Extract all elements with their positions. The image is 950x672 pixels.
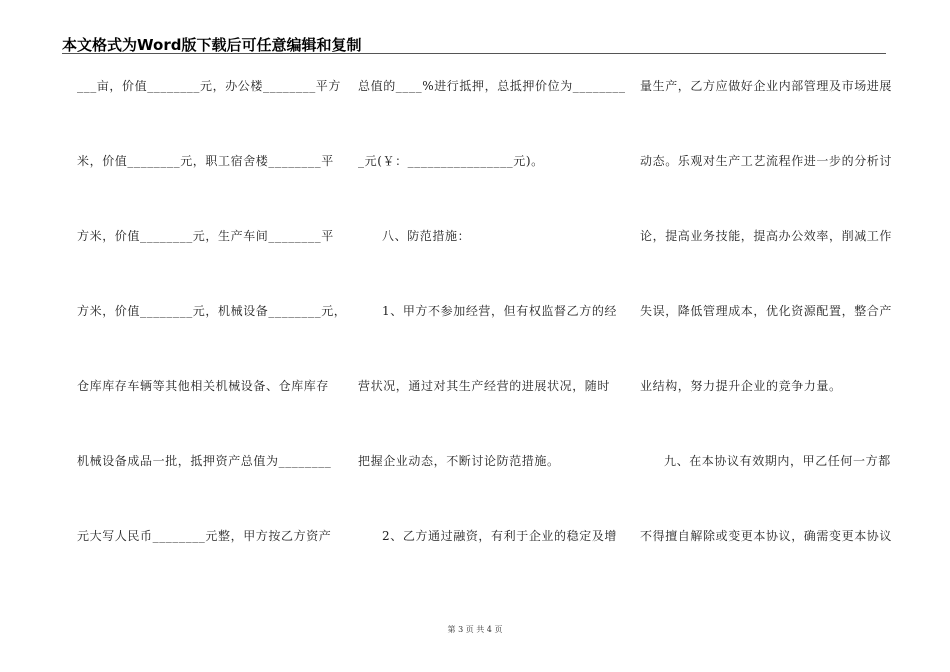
text-line: 方米，价值________元，机械设备________元，	[77, 304, 347, 318]
text-line: 业结构，努力提升企业的竞争力量。	[640, 379, 842, 393]
text-line: 元大写人民币________元整，甲方按乙方资产	[77, 529, 332, 543]
text-line: 失误，降低管理成本，优化资源配置，整合产	[640, 304, 893, 318]
page-number-footer: 第 3 页 共 4 页	[447, 625, 503, 634]
text-line: 机械设备成品一批，抵押资产总值为________	[77, 454, 332, 468]
text-line: 总值的____%进行抵押，总抵押价位为________	[358, 79, 626, 93]
text-line: 米，价值________元，职工宿舍楼________平	[77, 154, 334, 168]
text-line: 方米，价值________元，生产车间________平	[77, 229, 334, 243]
section-heading: 八、防范措施：	[382, 229, 471, 243]
text-line: 仓库库存车辆等其他相关机械设备、仓库库存	[77, 379, 330, 393]
text-line: 量生产，乙方应做好企业内部管理及市场进展	[640, 79, 893, 93]
text-line: 2、乙方通过融资，有利于企业的稳定及增	[382, 529, 618, 543]
text-line: 1、甲方不参加经营，但有权监督乙方的经	[382, 304, 618, 318]
document-header-title: 本文格式为Word版下载后可任意编辑和复制	[62, 36, 362, 54]
section-heading: 九、在本协议有效期内，甲乙任何一方都	[664, 454, 891, 468]
header-divider	[62, 53, 886, 54]
text-line: 营状况，通过对其生产经营的进展状况，随时	[358, 379, 611, 393]
text-line: 把握企业动态，不断讨论防范措施。	[358, 454, 560, 468]
text-line: 论，提高业务技能，提高办公效率，削减工作	[640, 229, 893, 243]
text-line: 动态。乐观对生产工艺流程作进一步的分析讨	[640, 154, 893, 168]
text-line: _元(￥：________________元)。	[358, 154, 544, 168]
text-line: 不得擅自解除或变更本协议，确需变更本协议	[640, 529, 893, 543]
text-line: ___亩，价值________元，办公楼________平方	[77, 79, 342, 93]
